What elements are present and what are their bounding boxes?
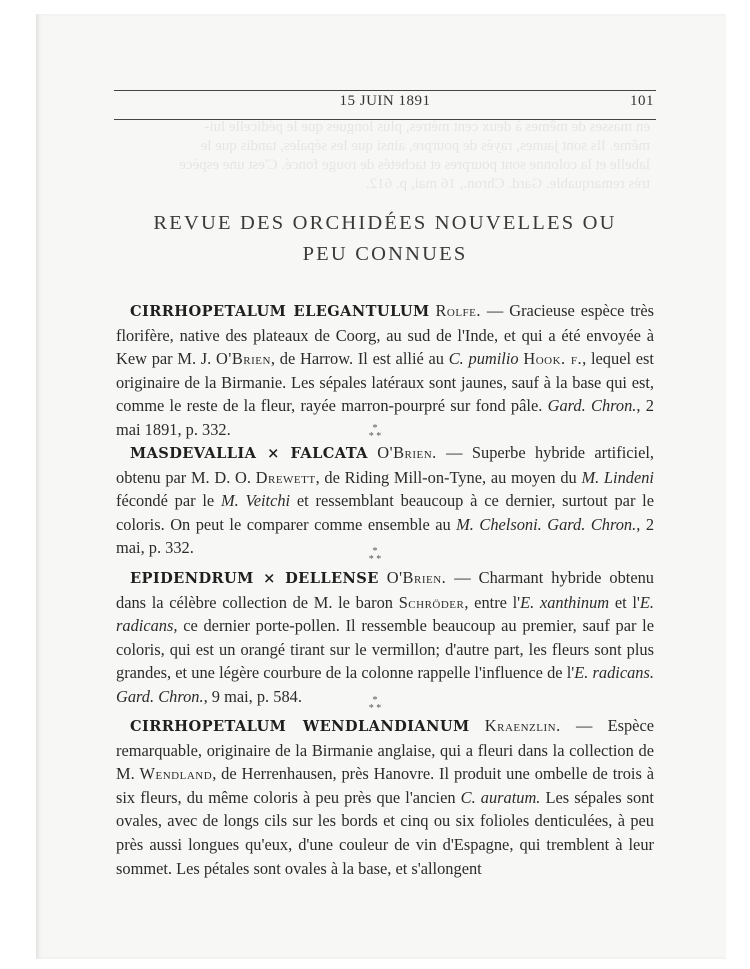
entry-text: et ressemblant beaucoup à ce dernier, surtout par le coloris. On peut le comparer comme ensemble au (116, 491, 655, 534)
entry-text: , de Herrenhausen, près Hanovre. Il produit une ombelle de trois à six fleurs, du même coloris à peu près que l'ancien (116, 764, 654, 807)
citation-source: E. radicans. Gard. Chron. (116, 663, 654, 706)
entry-text: ce dernier porte-pollen. Il ressemble beaucoup au premier, sauf par le coloris, qui est un orangé tirant sur le vermillon; d'autre part, les fleurs sont plus grandes, et une légère courbure de la colonne rappelle l'influence de l' (116, 616, 654, 683)
author-name: Hook. f. (523, 349, 583, 369)
citation-detail: , 2 mai, p. 332. (116, 514, 655, 558)
person-name: O'Brien (216, 349, 271, 369)
entry-text: — Gracieuse espèce très florifère, native des plateaux de Coorg, au sud de l'Inde, et qui a été envoyée à Kew par M. J. (116, 301, 654, 369)
entry-masdevallia-falcata (116, 441, 654, 560)
species-reference: M. Lindeni (581, 467, 654, 487)
entry-text: — Espèce remarquable, originaire de la Birmanie anglaise, qui a fleuri dans la collection de M. (116, 716, 654, 784)
citation-source: M. Chelsoni. Gard. Chron. (456, 514, 637, 534)
species-name: MASDEVALLIA × FALCATA (130, 445, 368, 462)
entry-text: , de Harrow. Il est allié au (270, 349, 449, 369)
entry-text: — Charmant hybride obtenu dans la célèbre collection de M. le baron (116, 568, 654, 612)
species-reference: C. pumilio (448, 349, 519, 369)
article-title-line-2: PEU CONNUES (302, 243, 468, 265)
species-name: CIRRHOPETALUM ELEGANTULUM (130, 303, 430, 320)
entry-text: Les sépales sont ovales, avec de longs cils sur les bords et cinq ou six folioles denticulées, à peu près aussi longues qu'eux, d'une couleur de vin d'Espagne, qui tremblent à leur sommet. Les pétales sont ovales à la base, et s'allongent (116, 787, 654, 878)
author-name: O'Brien. (386, 568, 447, 587)
person-name: Schröder (398, 592, 465, 612)
species-reference: E. xanthinum (520, 592, 610, 612)
article-title-line-1: REVUE DES ORCHIDÉES NOUVELLES OU (153, 212, 617, 234)
entry-text: , de Riding Mill-on-Tyne, au moyen du (315, 467, 582, 487)
entry-text: et l' (609, 592, 640, 612)
entry-text: , entre l' (464, 592, 521, 612)
asterism-separator: * * * (368, 695, 382, 714)
species-reference: E. radicans, (116, 592, 655, 636)
author-name: Rolfe. (435, 301, 481, 320)
entry-text: fécondé par le (116, 491, 221, 511)
species-reference: C. auratum. (460, 787, 541, 807)
species-name: CIRRHOPETALUM WENDLANDIANUM (130, 718, 470, 735)
citation-detail: , 2 mai 1891, p. 332. (116, 396, 654, 439)
entry-text: — Superbe hybride artificiel, obtenu par M. D. O. (116, 443, 655, 487)
asterism-separator: * * * (368, 546, 382, 565)
header-top-rule (114, 90, 656, 91)
person-name: Drewett (255, 467, 316, 487)
asterism-separator: * * * (368, 423, 382, 442)
entry-epidendrum-dellense (116, 566, 654, 709)
entry-cirrhopetalum-elegantulum (116, 299, 654, 442)
entry-text: , lequel est originaire de la Birmanie. Les sépales latéraux sont jaunes, sauf à la base qui est, comme le reste de la fleur, rayée marron-pourpré sur fond pâle. (116, 349, 654, 416)
author-name: O'Brien. (377, 443, 437, 462)
person-name: Wendland (139, 764, 213, 784)
citation-source: Gard. Chron. (547, 396, 637, 416)
header-bottom-rule (114, 119, 656, 120)
species-reference: M. Veitchi (220, 491, 291, 511)
page-edge-shadow (36, 14, 40, 959)
author-name: Kraenzlin. (484, 716, 561, 735)
species-name: EPIDENDRUM × DELLENSE (130, 570, 379, 587)
citation-detail: , 9 mai, p. 584. (203, 686, 302, 706)
entry-cirrhopetalum-wendlandianum (116, 714, 654, 880)
page-number: 101 (630, 93, 654, 109)
issue-date: 15 JUIN 1891 (339, 93, 431, 109)
